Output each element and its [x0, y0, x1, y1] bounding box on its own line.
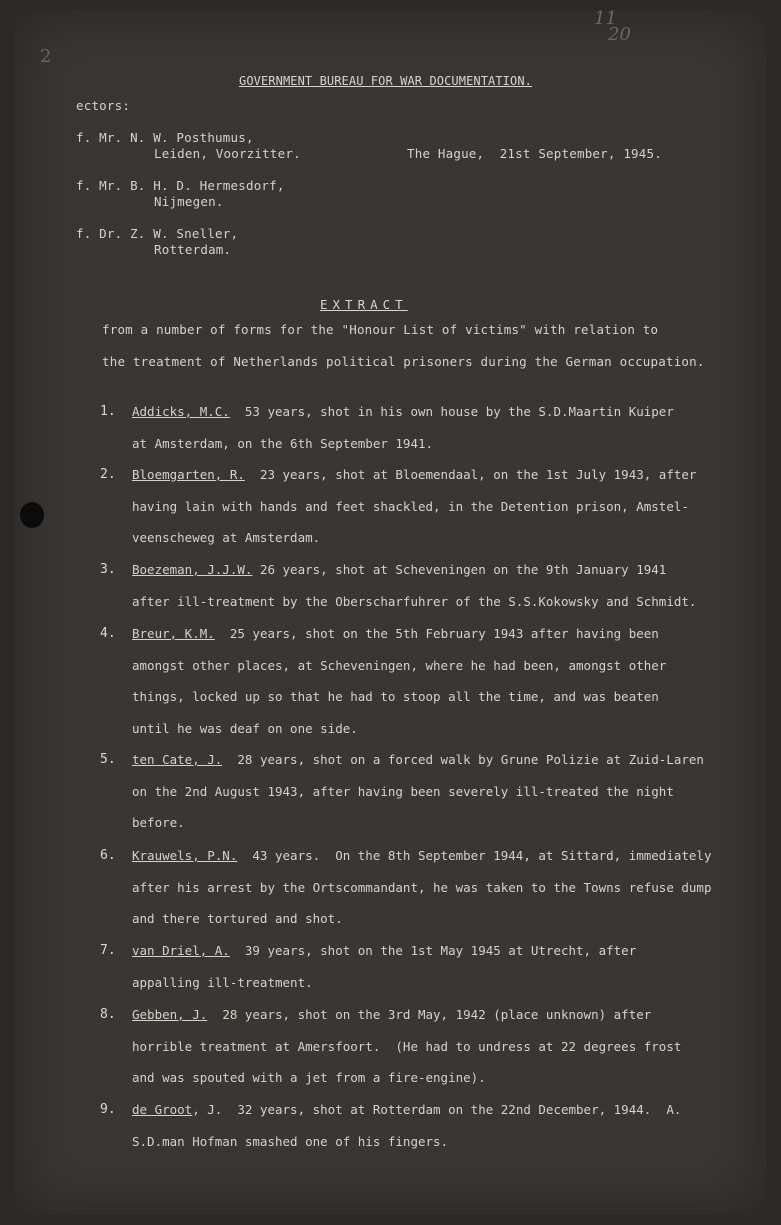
entry-text: 26 years, shot at Scheveningen on the 9th January 1941 — [252, 562, 667, 577]
entry-continuation-line: horrible treatment at Amersfoort. (He had to undress at 22 degrees frost — [132, 1038, 682, 1054]
pencil-note-bottom: 20 — [608, 24, 631, 45]
entry-text: 43 years. On the 8th September 1944, at Sittard, immediately — [237, 848, 712, 863]
entry-name: Bloemgarten, R. — [132, 467, 245, 482]
director-3-line1: f. Dr. Z. W. Sneller, — [76, 226, 239, 241]
entry-name: ten Cate, J. — [132, 752, 223, 767]
place-date: The Hague, 21st September, 1945. — [407, 146, 662, 161]
directors-label: ectors: — [76, 98, 131, 113]
entry-continuation-line: having lain with hands and feet shackled, in the Detention prison, Amstel- — [132, 498, 689, 514]
entry-text: 39 years, shot on the 1st May 1945 at Utrecht, after — [229, 943, 637, 958]
director-2-line1: f. Mr. B. H. D. Hermesdorf, — [76, 178, 285, 193]
entry-number: 1. — [100, 404, 116, 419]
entry-continuation-line: S.D.man Hofman smashed one of his fingers. — [132, 1133, 449, 1149]
entry-text: 28 years, shot on a forced walk by Grune Polizie at Zuid-Laren — [222, 752, 704, 767]
intro-line-2: the treatment of Netherlands political prisoners during the German occupation. — [102, 354, 705, 369]
entry-name: Breur, K.M. — [132, 626, 215, 641]
extract-title: EXTRACT — [320, 297, 408, 312]
entry-number: 6. — [100, 848, 116, 863]
intro-line-1: from a number of forms for the "Honour List of victims" with relation to — [102, 322, 659, 337]
entry-continuation-line: on the 2nd August 1943, after having been severely ill-treated the night — [132, 783, 674, 799]
entry-number: 9. — [100, 1102, 116, 1117]
entry-first-line — [132, 1007, 651, 1022]
entry-text: 28 years, shot on the 3rd May, 1942 (place unknown) after — [207, 1007, 652, 1022]
entry-first-line — [132, 1102, 681, 1117]
entry-continuation-line: and there tortured and shot. — [132, 911, 343, 926]
entry-continuation-line: things, locked up so that he had to stoop all the time, and was beaten — [132, 689, 659, 704]
entry-name: de Groot — [132, 1102, 193, 1117]
director-1-line2: Leiden, Voorzitter. — [154, 146, 301, 161]
entry-first-line — [132, 943, 636, 958]
entry-first-line — [132, 404, 674, 419]
entry-continuation-line: and was spouted with a jet from a fire-engine). — [132, 1070, 486, 1085]
entry-continuation-line: amongst other places, at Scheveningen, where he had been, amongst other — [132, 657, 667, 673]
entry-continuation-line: at Amsterdam, on the 6th September 1941. — [132, 435, 434, 451]
entry-first-line — [132, 562, 666, 577]
entry-name: Boezeman, J.J.W. — [132, 562, 253, 577]
entry-number: 2. — [100, 467, 116, 482]
entry-text: 53 years, shot in his own house by the S.D.Maartin Kuiper — [229, 404, 674, 419]
entry-name: van Driel, A. — [132, 943, 230, 958]
director-1-line1: f. Mr. N. W. Posthumus, — [76, 130, 254, 145]
entry-first-line — [132, 848, 711, 863]
director-3-line2: Rotterdam. — [154, 242, 232, 257]
entry-text: 25 years, shot on the 5th February 1943 after having been — [214, 626, 659, 641]
entry-number: 7. — [100, 943, 116, 958]
entry-number: 5. — [100, 752, 116, 767]
entry-name: Krauwels, P.N. — [132, 848, 238, 863]
pencil-note-top: 11 — [594, 8, 617, 29]
entry-continuation-line: after his arrest by the Ortscommandant, he was taken to the Towns refuse dump — [132, 879, 712, 895]
entry-number: 8. — [100, 1007, 116, 1022]
entry-continuation-line: appalling ill-treatment. — [132, 974, 313, 990]
entry-text: , J. 32 years, shot at Rotterdam on the 22nd December, 1944. A. — [192, 1102, 682, 1117]
entry-text: 23 years, shot at Bloemendaal, on the 1st July 1943, after — [244, 467, 697, 482]
entry-continuation-line: veenscheweg at Amsterdam. — [132, 530, 321, 545]
entry-name: Gebben, J. — [132, 1007, 208, 1022]
corner-mark: 2 — [40, 46, 52, 67]
entry-continuation-line: until he was deaf on one side. — [132, 720, 358, 736]
document-heading: GOVERNMENT BUREAU FOR WAR DOCUMENTATION. — [239, 74, 532, 88]
entry-continuation-line: before. — [132, 815, 185, 830]
entry-first-line — [132, 467, 696, 482]
punch-hole — [20, 502, 44, 528]
entry-number: 4. — [100, 626, 116, 641]
director-2-line2: Nijmegen. — [154, 194, 224, 209]
entry-continuation-line: after ill-treatment by the Oberscharfuhrer of the S.S.Kokowsky and Schmidt. — [132, 593, 697, 609]
document-page — [14, 10, 767, 1215]
entry-first-line — [132, 752, 704, 767]
entry-number: 3. — [100, 562, 116, 577]
entry-name: Addicks, M.C. — [132, 404, 230, 419]
entry-first-line — [132, 626, 659, 641]
